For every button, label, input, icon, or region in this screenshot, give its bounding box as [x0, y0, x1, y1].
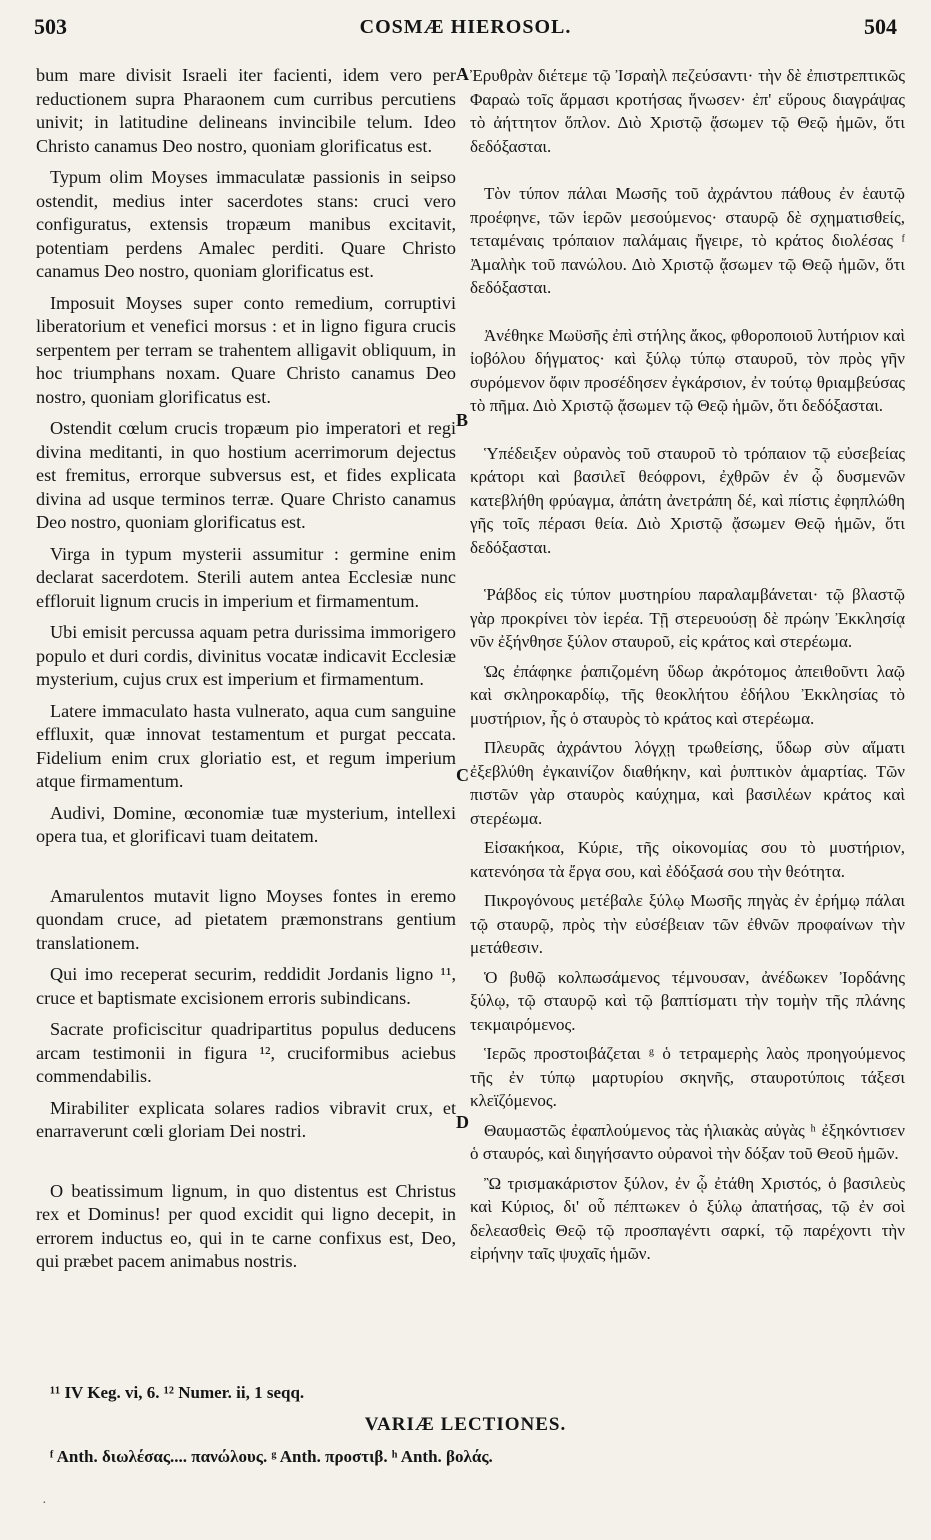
greek-paragraph: Ὑπέδειξεν οὐρανὸς τοῦ σταυροῦ τὸ τρόπαιον τῷ εὐσεβείας κράτορι καὶ βασιλεῖ θεόφρονι, ἐχθρῶν ἐν ᾧ δυσμενῶν κατεβλήθη φρύαγμα, ἀπάτη ἀνετράπη δέ, καὶ πίστις ἐφηπλώθη γῆς τοῖς πέρασι θεία. Διὸ Χριστῷ ᾄσωμεν Θεῷ ἡμῶν, ὅτι δεδόξασται. — [470, 443, 905, 557]
variae-lectiones-heading: VARIÆ LECTIONES. — [364, 1414, 567, 1435]
latin-paragraph: Audivi, Domine, œconomiæ tuæ mysterium, intellexi opera tua, et glorificavi tuam deitatem. — [36, 802, 456, 846]
latin-paragraph: Qui imo receperat securim, reddidit Jordanis ligno ¹¹, cruce et baptismate excisionem erroris subindicans. — [36, 964, 456, 1008]
greek-paragraph: Θαυμαστῶς ἐφαπλούμενος τὰς ἡλιακὰς αὐγὰς ʰ ἐξηκόντισεν ὁ σταυρός, καὶ διηγήσαντο οὐρανοὶ τὴν δόξαν τοῦ Θεοῦ ἡμῶν. — [470, 1120, 905, 1163]
latin-paragraph: O beatissimum lignum, in quo distentus est Christus rex et Dominus! per quod excidit qui ligno decepit, in errorem inductus eo, qui in te carne confixus est, Deo, qui præbet pacem animabus nostris. — [36, 1180, 456, 1271]
latin-paragraph: Typum olim Moyses immaculatæ passionis in seipso ostendit, medius inter sacerdotes stans: cruci vero configuratus, extensis tropæum manibus excitavit, potentiam perdens Amalec perditi. Quare Christo canamus Deo nostro, quoniam glorificatus est. — [36, 167, 456, 281]
latin-paragraph: bum mare divisit Israeli iter facienti, idem vero per reductionem supra Pharaonem cum curribus percutiens univit; in latitudine delineans invincibile telum. Ideo Christo canamus Deo nostro, quoniam glorificatus est. — [36, 65, 456, 156]
greek-paragraph: Τὸν τύπον πάλαι Μωσῆς τοῦ ἀχράντου πάθους ἐν ἑαυτῷ προέφηνε, τῶν ἱερῶν μεσούμενος· σταυρῷ δὲ σχηματισθείς, τεταμέναις τρόπαιον παλάμαις ἤγειρε, τὸ κράτος διολέσας ᶠ Ἀμαλὴκ τοῦ πανώλου. Διὸ Χριστῷ ᾄσωμεν τῷ Θεῷ ἡμῶν, ὅτι δεδόξασται. — [470, 184, 905, 297]
margin-letter-a: A — [456, 64, 469, 84]
greek-paragraph: Πικρογόνους μετέβαλε ξύλῳ Μωσῆς πηγὰς ἐν ἐρήμῳ πάλαι τῷ σταυρῷ, πρὸς τὴν εὐσέβειαν τῶν ἐθνῶν προφαίνων τὴν μετάθεσιν. — [470, 891, 905, 957]
greek-paragraph: Ἀνέθηκε Μωϋσῆς ἐπὶ στήλης ἄκος, φθοροποιοῦ λυτήριον καὶ ἰοβόλου δήγματος· καὶ ξύλῳ τύπῳ σταυροῦ, τὸν πρὸς γῆν συρόμενον ὄφιν προσέδησεν ἐγκάρσιον, ἐν τούτῳ θριαμβεύσας τὸ πῆμα. Διὸ Χριστῷ ᾄσωμεν τῷ Θεῷ ἡμῶν, ὅτι δεδόξασται. — [470, 325, 905, 415]
latin-paragraph: Ostendit cœlum crucis tropæum pio imperatori et regi divina meditanti, in quo hostium acerrimorum dejectus est fremitus, errorque subversus est, et fides explicata divina ad usque terminos terræ. Quare Christo canamus Deo nostro, quoniam glorificatus est. — [36, 418, 456, 532]
latin-paragraph: Mirabiliter explicata solares radios vibravit crux, et enarraverunt cœli gloriam Dei nostri. — [36, 1097, 456, 1141]
greek-paragraph: Ὢ τρισμακάριστον ξύλον, ἐν ᾧ ἐτάθη Χριστός, ὁ βασιλεὺς καὶ Κύριος, δι' οὗ πέπτωκεν ὁ ξύλῳ ἀπατήσας, τῷ ἐν σοὶ δελεασθεὶς Θεῷ τῷ προσπαγέντι σαρκί, τῷ παρέχοντι τὴν εἰρήνην ταῖς ψυχαῖς ἡμῶν. — [470, 1173, 905, 1263]
latin-paragraph: Imposuit Moyses super conto remedium, corruptivi liberatorium et venefici morsus : et in ligno figura crucis serpentem per terram se trahentem alligavit obliquum, in hoc triumphans noxam. Quare Christo canamus Deo nostro, quoniam glorificatus est. — [36, 292, 456, 407]
latin-paragraph: Sacrate proficiscitur quadripartitus populus deducens arcam testimonii in figura ¹², cruciformibus aciebus commendabilis. — [36, 1019, 456, 1086]
speck-mark: · — [42, 1496, 47, 1511]
greek-column — [470, 64, 905, 1272]
latin-paragraph: Ubi emisit percussa aquam petra durissima immorigero populo et duri cordis, divinitus vocatæ indicavit Ecclesiæ mysterium, cujus crux est imperium et firmamentum. — [36, 622, 456, 689]
greek-paragraph: Ἱερῶς προστοιβάζεται ᵍ ὁ τετραμερὴς λαὸς προηγούμενος τῆς ἐν τύπῳ μαρτυρίου σκηνῆς, σταυροτύποις τάξεσι κλεϊζόμενος. — [470, 1044, 905, 1110]
latin-paragraph: Virga in typum mysterii assumitur : germine enim declarat sacerdotem. Sterili autem antea Ecclesiæ nunc effloruit lignum crucis in imperium et firmamentum. — [36, 543, 456, 611]
footnote: ¹¹ IV Keg. vi, 6. ¹² Numer. ii, 1 seqq. — [50, 1383, 305, 1402]
margin-letter-b: B — [456, 410, 469, 430]
greek-paragraph: Ὡς ἐπάφηκε ῥαπιζομένη ὕδωρ ἀκρότομος ἀπειθοῦντι λαῷ καὶ σκληροκαρδίῳ, τῆς θεοκλήτου ἐδήλου Ἐκκλησίας τὸ μυστήριον, ἧς ὁ σταυρὸς τὸ κράτος καὶ στερέωμα. — [470, 661, 905, 728]
greek-paragraph: Πλευρᾶς ἀχράντου λόγχῃ τρωθείσης, ὕδωρ σὺν αἵματι ἐξεβλύθη ἐγκαινίζον διαθήκην, καὶ ῥυπτικὸν ἁμαρτίας. Τῶν πιστῶν γὰρ σταυρὸς καύχημα, καὶ βασιλέων κράτος καὶ στερέωμα. — [470, 738, 905, 828]
page-number-right: 504 — [864, 14, 897, 39]
section-gap — [36, 1152, 456, 1180]
greek-paragraph: Ῥάβδος εἰς τύπον μυστηρίου παραλαμβάνεται· τῷ βλαστῷ γὰρ προκρίνει τὸν ἱερέα. Τῇ στερευούσῃ δὲ πρώην Ἐκκλησίᾳ νῦν ἐξήνθησε ξύλον σταυροῦ, εἰς κράτος καὶ στερέωμα. — [470, 585, 905, 651]
page-header — [20, 8, 911, 44]
latin-column — [36, 64, 456, 1282]
section-gap — [36, 857, 456, 885]
latin-paragraph: Latere immaculato hasta vulnerato, aqua cum sanguine effluxit, quæ innovat testamentum et purgat peccata. Fidelium enim crux gloriatio est, et regum imperium atque firmamentum. — [36, 700, 456, 791]
latin-paragraph: Amarulentos mutavit ligno Moyses fontes in eremo quondam cruce, ad pietatem præmonstrans gentium translationem. — [36, 885, 456, 953]
greek-paragraph: Ἐρυθρὰν διέτεμε τῷ Ἰσραὴλ πεζεύσαντι· τὴν δὲ ἐπιστρεπτικῶς Φαραὼ τοῖς ἅρμασι κροτήσας ἥνωσεν· ἐπ' εὕρους διαγράψας τὸ ἀήττητον ὅπλον. Διὸ Χριστῷ ᾄσωμεν τῷ Θεῷ ἡμῶν, ὅτι δεδόξασται. — [470, 66, 905, 156]
variae-lectiones-text: ᶠ Anth. διωλέσας.... πανώλους. ᵍ Anth. προστιβ. ʰ Anth. βολάς. — [50, 1447, 493, 1466]
greek-paragraph: Ὁ βυθῷ κολπωσάμενος τέμνουσαν, ἀνέδωκεν Ἰορδάνης ξύλῳ, τῷ σταυρῷ καὶ τῷ βαπτίσματι τὴν τομὴν τῆς πλάνης τεκμαιρόμενος. — [470, 967, 905, 1034]
margin-letter-c: C — [456, 765, 469, 785]
running-title: COSMÆ HIEROSOL. — [359, 16, 572, 38]
greek-paragraph: Εἰσακήκοα, Κύριε, τῆς οἰκονομίας σου τὸ μυστήριον, κατενόησα τὰ ἔργα σου, καὶ ἐδόξασά σου τὴν θεότητα. — [470, 838, 905, 881]
margin-letter-d: D — [456, 1112, 469, 1132]
page-number-left: 503 — [34, 14, 67, 39]
